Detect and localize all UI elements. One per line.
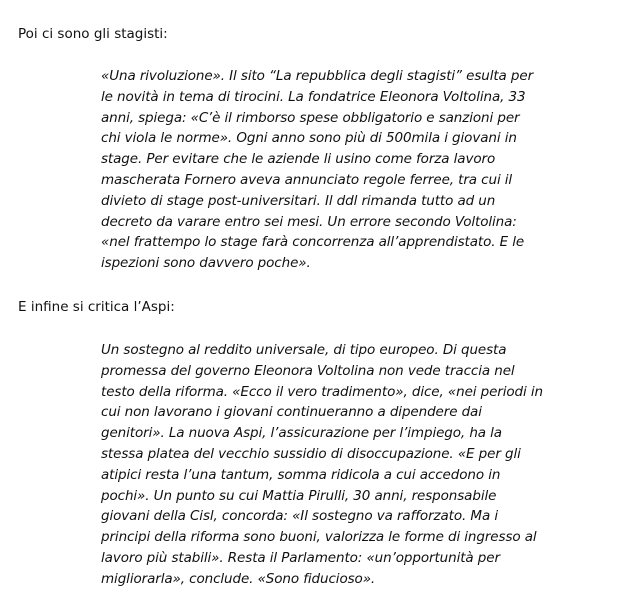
quote-block-aspi [101, 340, 543, 590]
quote-line: genitori». La nuova Aspi, l’assicurazione per l’impiego, ha la [101, 425, 502, 442]
quote-line: chi viola le norme». Ogni anno sono più di 500mila i giovani in [101, 130, 517, 147]
intro-paragraph-aspi: E infine si critica l’Aspi: [18, 299, 175, 315]
quote-line: atipici resta l’una tantum, somma ridicola a cui accedono in [101, 466, 501, 483]
quote-line: giovani della Cisl, concorda: «Il sostegno va rafforzato. Ma i [101, 508, 498, 525]
quote-line: stage. Per evitare che le aziende li usino come forza lavoro [101, 151, 496, 168]
quote-line: testo della riforma. «Ecco il vero tradimento», dice, «nei periodi in [101, 383, 543, 400]
quote-line: anni, spiega: «C’è il rimborso spese obbligatorio e sanzioni per [101, 109, 520, 126]
intro-paragraph-stagisti: Poi ci sono gli stagisti: [18, 26, 168, 42]
quote-line: migliorarla», conclude. «Sono fiducioso». [101, 570, 376, 587]
quote-line: ispezioni sono davvero poche». [101, 255, 311, 272]
quote-line: principi della riforma sono buoni, valorizza le forme di ingresso al [101, 529, 537, 546]
quote-line: lavoro più stabili». Resta il Parlamento: «un’opportunità per [101, 549, 500, 566]
quote-line: stessa platea del vecchio sussidio di disoccupazione. «E per gli [101, 445, 521, 462]
quote-line: pochi». Un punto su cui Mattia Pirulli, 30 anni, responsabile [101, 487, 497, 504]
quote-line: promessa del governo Eleonora Voltolina non vede traccia nel [101, 362, 515, 379]
quote-line: Un sostegno al reddito universale, di tipo europeo. Di questa [101, 342, 507, 358]
quote-line: cui non lavorano i giovani continueranno a dipendere dai [101, 404, 482, 421]
quote-line: mascherata Fornero aveva annunciato regole ferree, tra cui il [101, 171, 513, 188]
quote-line: «nel frattempo lo stage farà concorrenza all’apprendistato. E le [101, 234, 525, 251]
quote-block-stagisti [101, 66, 533, 274]
quote-line: divieto di stage post-universitari. Il ddl rimanda tutto ad un [101, 192, 496, 209]
quote-line: decreto da varare entro sei mesi. Un errore secondo Voltolina: [101, 213, 517, 230]
quote-line: «Una rivoluzione». Il sito “La repubblica degli stagisti” esulta per [101, 68, 534, 84]
quote-line: le novità in tema di tirocini. La fondatrice Eleonora Voltolina, 33 [101, 88, 526, 105]
